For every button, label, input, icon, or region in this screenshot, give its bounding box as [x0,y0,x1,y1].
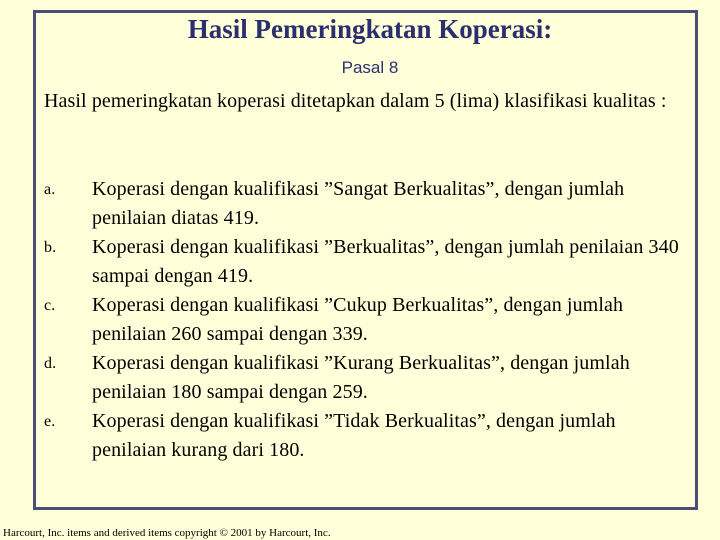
list-item-text: Koperasi dengan kualifikasi ”Tidak Berkualitas”, dengan jumlah penilaian kurang dari 180. [92,410,616,461]
list-marker: b. [44,239,57,256]
list-item-text: Koperasi dengan kualifikasi ”Sangat Berkualitas”, dengan jumlah penilaian diatas 419. [92,178,625,229]
list-item [44,407,694,465]
list-item [44,349,694,407]
classification-list [44,175,694,465]
list-marker: c. [44,297,56,314]
slide-title: Hasil Pemeringkatan Koperasi: [187,14,553,44]
copyright-footer: Harcourt, Inc. items and derived items copyright © 2001 by Harcourt, Inc. [3,527,331,539]
intro-paragraph: Hasil pemeringkatan koperasi ditetapkan dalam 5 (lima) klasifikasi kualitas : [44,90,667,112]
list-item [44,291,694,349]
list-marker: a. [44,181,56,198]
list-item [44,233,694,291]
list-item [44,175,694,233]
article-heading: Pasal 8 [341,58,399,77]
list-item-text: Koperasi dengan kualifikasi ”Kurang Berkualitas”, dengan jumlah penilaian 180 sampai dengan 259. [92,352,630,403]
list-marker: d. [44,355,57,372]
list-item-text: Koperasi dengan kualifikasi ”Cukup Berkualitas”, dengan jumlah penilaian 260 sampai dengan 339. [92,294,624,345]
list-marker: e. [44,413,56,430]
list-item-text: Koperasi dengan kualifikasi ”Berkualitas”, dengan jumlah penilaian 340 sampai dengan 419. [92,236,679,287]
